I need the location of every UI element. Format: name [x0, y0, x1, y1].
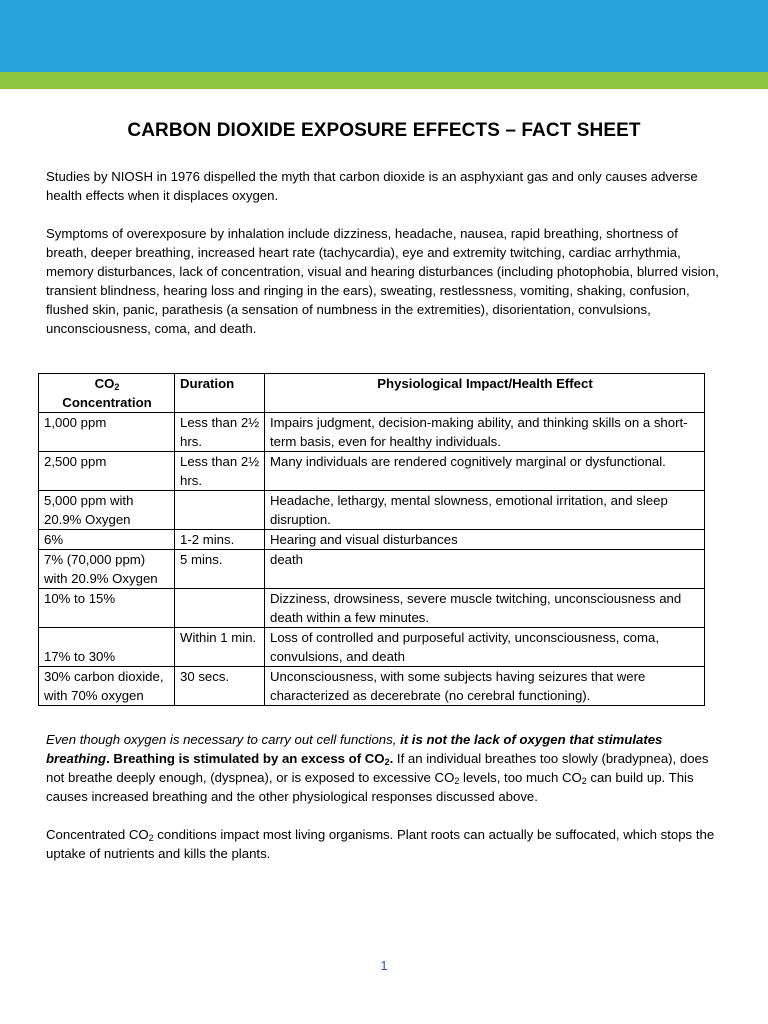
cell-duration: Within 1 min.	[175, 628, 265, 667]
table-row	[39, 628, 705, 667]
exposure-table	[38, 373, 705, 706]
cell-effect: Headache, lethargy, mental slowness, emotional irritation, and sleep disruption.	[265, 491, 705, 530]
breathing-bold-end: .	[389, 751, 394, 766]
breathing-rest-2: levels, too much CO	[459, 770, 582, 785]
plants-rest: conditions impact most living organisms. Plant roots can actually be suffocated, which stops the uptake of nutrients and kills the plants.	[46, 827, 715, 861]
breathing-bold-italic-end: .	[106, 751, 110, 766]
table-row	[39, 530, 705, 550]
breathing-rest-2-subscript: 2	[581, 776, 587, 786]
plants-prefix: Concentrated CO	[46, 827, 149, 842]
breathing-rest-1: If an individual breathes too slowly (bradypnea), does not breathe deeply enough, (dyspnea), or is exposed to excessive CO	[46, 751, 709, 785]
table-header-row	[39, 374, 705, 413]
cell-effect: Dizziness, drowsiness, severe muscle twitching, unconsciousness and death within a few minutes.	[265, 589, 705, 628]
table-row	[39, 589, 705, 628]
page-number: 1	[380, 958, 388, 973]
cell-concentration: 30% carbon dioxide, with 70% oxygen	[39, 667, 175, 706]
header-effect: Physiological Impact/Health Effect	[265, 374, 705, 413]
document-body	[46, 120, 722, 863]
breathing-bold-subscript: 2	[384, 757, 390, 767]
cell-duration: 30 secs.	[175, 667, 265, 706]
plants-subscript: 2	[148, 833, 154, 843]
cell-effect: Impairs judgment, decision-making ability, and thinking skills on a short-term basis, even for healthy individuals.	[265, 413, 705, 452]
symptoms-paragraph: Symptoms of overexposure by inhalation include dizziness, headache, nausea, rapid breathing, shortness of breath, deeper breathing, increased heart rate (tachycardia), eye and extremity twitching, cardiac arrhythmia, memory disturbances, lack of concentration, visual and hearing disturbances (including photophobia, blurred vision, transient blindness, hearing loss and ringing in the ears), sweating, restlessness, vomiting, shaking, confusion, flushed skin, panic, parathesis (a sensation of numbness in the extremities), disorientation, convulsions, unconsciousness, coma, and death.	[46, 226, 719, 336]
cell-duration	[175, 491, 265, 530]
table-row	[39, 667, 705, 706]
cell-concentration: 10% to 15%	[39, 589, 175, 628]
table-row	[39, 491, 705, 530]
intro-paragraph: Studies by NIOSH in 1976 dispelled the myth that carbon dioxide is an asphyxiant gas and only causes adverse health effects when it displaces oxygen.	[46, 169, 698, 203]
header-co2-text: CO	[94, 376, 115, 391]
cell-effect: death	[265, 550, 705, 589]
breathing-italic-lead: Even though oxygen is necessary to carry out cell functions,	[46, 732, 401, 747]
page-title: CARBON DIOXIDE EXPOSURE EFFECTS – FACT SHEET	[127, 120, 641, 141]
header-concentration-text: Concentration	[62, 395, 152, 410]
cell-concentration: 7% (70,000 ppm) with 20.9% Oxygen	[39, 550, 175, 589]
breathing-rest-1-subscript: 2	[454, 776, 460, 786]
cell-effect: Hearing and visual disturbances	[265, 530, 705, 550]
table-row	[39, 452, 705, 491]
cell-concentration: 2,500 ppm	[39, 452, 175, 491]
cell-concentration: 5,000 ppm with 20.9% Oxygen	[39, 491, 175, 530]
cell-effect: Unconsciousness, with some subjects having seizures that were characterized as decerebrate (no cerebral functioning).	[265, 667, 705, 706]
table-row	[39, 550, 705, 589]
breathing-paragraph	[46, 730, 722, 806]
header-concentration	[39, 374, 175, 413]
cell-duration: 1-2 mins.	[175, 530, 265, 550]
cell-duration: 5 mins.	[175, 550, 265, 589]
cell-effect: Many individuals are rendered cognitively marginal or dysfunctional.	[265, 452, 705, 491]
cell-concentration: 6%	[39, 530, 175, 550]
header-co2-subscript: 2	[114, 382, 120, 392]
cell-effect: Loss of controlled and purposeful activity, unconsciousness, coma, convulsions, and death	[265, 628, 705, 667]
cell-duration: Less than 2½ hrs.	[175, 452, 265, 491]
header-green-band	[0, 72, 768, 89]
table-row	[39, 413, 705, 452]
breathing-bold-italic: it is not the lack of oxygen that stimulates breathing	[46, 732, 663, 766]
cell-concentration: 17% to 30%	[39, 628, 175, 667]
header-duration: Duration	[175, 374, 265, 413]
breathing-rest-3: can build up. This causes increased breathing and the other physiological responses discussed above.	[46, 770, 694, 804]
breathing-bold-statement: Breathing is stimulated by an excess of CO	[109, 751, 385, 766]
plants-paragraph	[46, 825, 722, 863]
header-blue-band	[0, 0, 768, 72]
cell-duration	[175, 589, 265, 628]
cell-duration: Less than 2½ hrs.	[175, 413, 265, 452]
cell-concentration: 1,000 ppm	[39, 413, 175, 452]
